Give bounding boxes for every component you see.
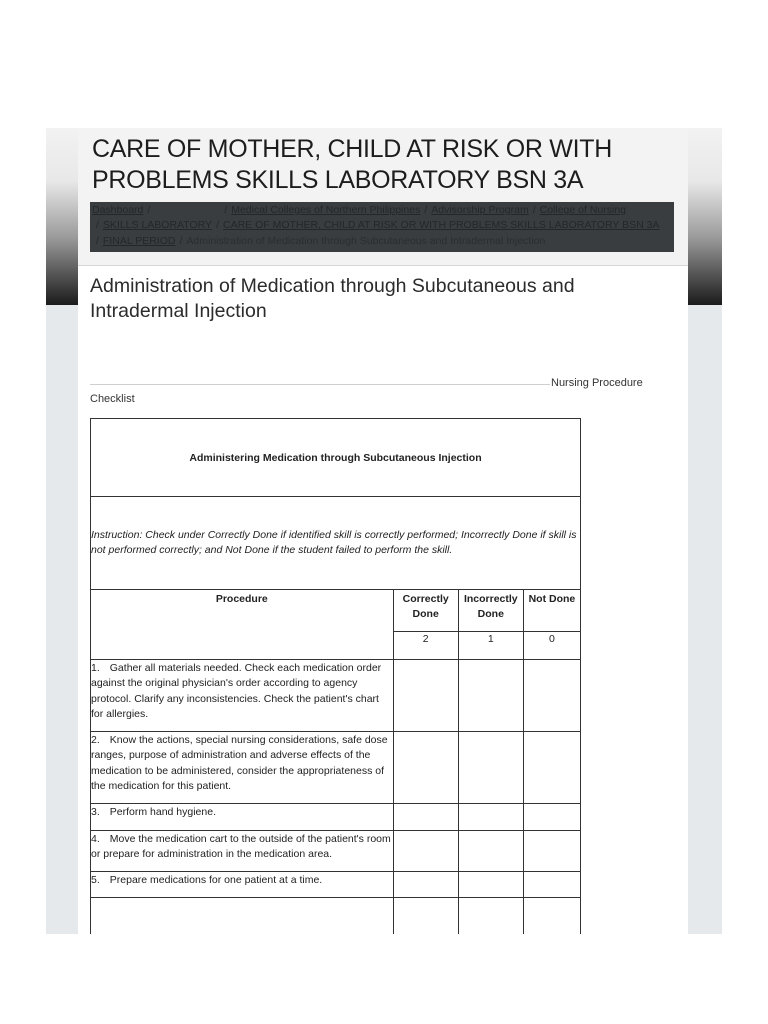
step-number: 5. — [91, 874, 100, 886]
check-cell-correct[interactable] — [393, 898, 458, 935]
step-cell-empty — [91, 898, 394, 935]
breadcrumb-separator: / — [224, 204, 228, 216]
check-cell-incorrect[interactable] — [458, 831, 523, 872]
step-text: Prepare medications for one patient at a time. — [109, 874, 323, 886]
table-row — [91, 831, 581, 872]
breadcrumb — [90, 202, 674, 252]
step-cell — [91, 732, 394, 804]
step-text: Perform hand hygiene. — [109, 806, 216, 818]
check-cell-not-done[interactable] — [523, 898, 580, 935]
breadcrumb-final-period[interactable]: FINAL PERIOD — [102, 234, 176, 247]
table-instruction: Instruction: Check under Correctly Done if identified skill is correctly performed; Incorrectly Done if skill is not performed correctly; and Not Done if the student failed to perform the skill. — [91, 497, 581, 590]
table-row — [91, 898, 581, 935]
step-cell — [91, 660, 394, 732]
page-header — [78, 128, 688, 266]
header-procedure: Procedure — [91, 590, 394, 660]
step-number: 3. — [91, 806, 100, 818]
breadcrumb-current: Administration of Medication through Subcutaneous and Intradermal Injection — [186, 234, 546, 247]
breadcrumb-separator: / — [179, 234, 183, 247]
check-cell-not-done[interactable] — [523, 872, 580, 898]
header-incorrectly-done: Incorrectly Done — [458, 590, 523, 632]
step-number: 1. — [91, 662, 100, 674]
check-cell-incorrect[interactable] — [458, 872, 523, 898]
check-cell-correct[interactable] — [393, 660, 458, 732]
breadcrumb-separator: / — [532, 204, 536, 216]
check-cell-correct[interactable] — [393, 872, 458, 898]
table-title: Administering Medication through Subcutaneous Injection — [91, 419, 581, 497]
divider-line — [90, 384, 550, 385]
table-title-row — [91, 419, 581, 497]
check-cell-not-done[interactable] — [523, 804, 580, 831]
instruction-row — [91, 497, 581, 590]
header-correctly-done: Correctly Done — [393, 590, 458, 632]
check-cell-correct[interactable] — [393, 804, 458, 831]
table-row — [91, 872, 581, 898]
check-cell-incorrect[interactable] — [458, 660, 523, 732]
check-cell-incorrect[interactable] — [458, 732, 523, 804]
breadcrumb-advisorship[interactable]: Advisorship Program — [431, 204, 529, 216]
check-cell-not-done[interactable] — [523, 831, 580, 872]
breadcrumb-course[interactable]: CARE OF MOTHER, CHILD AT RISK OR WITH PROBLEMS SKILLS LABORATORY BSN 3A — [222, 219, 660, 232]
breadcrumb-skills-lab[interactable]: SKILLS LABORATORY — [102, 219, 213, 232]
check-cell-correct[interactable] — [393, 831, 458, 872]
table-row — [91, 732, 581, 804]
checklist-label-right: Nursing Procedure — [551, 377, 643, 389]
check-cell-correct[interactable] — [393, 732, 458, 804]
header-row — [91, 590, 581, 632]
score-incorrect: 1 — [458, 632, 523, 660]
breadcrumb-dashboard[interactable]: Dashboard — [92, 204, 144, 216]
checklist-label-left: Checklist — [90, 393, 135, 405]
check-cell-not-done[interactable] — [523, 660, 580, 732]
step-text: Know the actions, special nursing considerations, safe dose ranges, purpose of administration and adverse effects of the medication to be administered, consider the appropriateness of the medication for this patient. — [91, 734, 388, 792]
breadcrumb-separator: / — [424, 204, 428, 216]
step-cell — [91, 804, 394, 831]
step-number: 4. — [91, 833, 100, 845]
score-correct: 2 — [393, 632, 458, 660]
step-text: Gather all materials needed. Check each medication order against the original physician's order according to agency protocol. Clarify any inconsistencies. Check the patient's chart for allergies. — [91, 662, 382, 720]
page-content — [78, 128, 688, 934]
browser-viewport — [46, 128, 722, 934]
score-not-done: 0 — [523, 632, 580, 660]
header-not-done: Not Done — [523, 590, 580, 632]
breadcrumb-separator: / — [96, 219, 99, 232]
activity-title: Administration of Medication through Subcutaneous and Intradermal Injection — [90, 275, 575, 322]
check-cell-incorrect[interactable] — [458, 804, 523, 831]
step-cell — [91, 872, 394, 898]
step-cell — [91, 831, 394, 872]
course-title: CARE OF MOTHER, CHILD AT RISK OR WITH PROBLEMS SKILLS LABORATORY BSN 3A — [92, 135, 612, 194]
breadcrumb-separator: / — [96, 234, 99, 247]
step-number: 2. — [91, 734, 100, 746]
breadcrumb-separator: / — [147, 204, 151, 216]
procedure-checklist-table — [90, 418, 581, 934]
breadcrumb-separator: / — [216, 219, 219, 232]
check-cell-not-done[interactable] — [523, 732, 580, 804]
breadcrumb-nursing[interactable]: College of Nursing — [539, 204, 627, 216]
breadcrumb-college[interactable]: Medical Colleges of Northern Philippines — [231, 204, 421, 216]
check-cell-incorrect[interactable] — [458, 898, 523, 935]
step-text: Move the medication cart to the outside of the patient's room or prepare for administration in the medication area. — [91, 833, 391, 861]
table-row — [91, 804, 581, 831]
table-row — [91, 660, 581, 732]
